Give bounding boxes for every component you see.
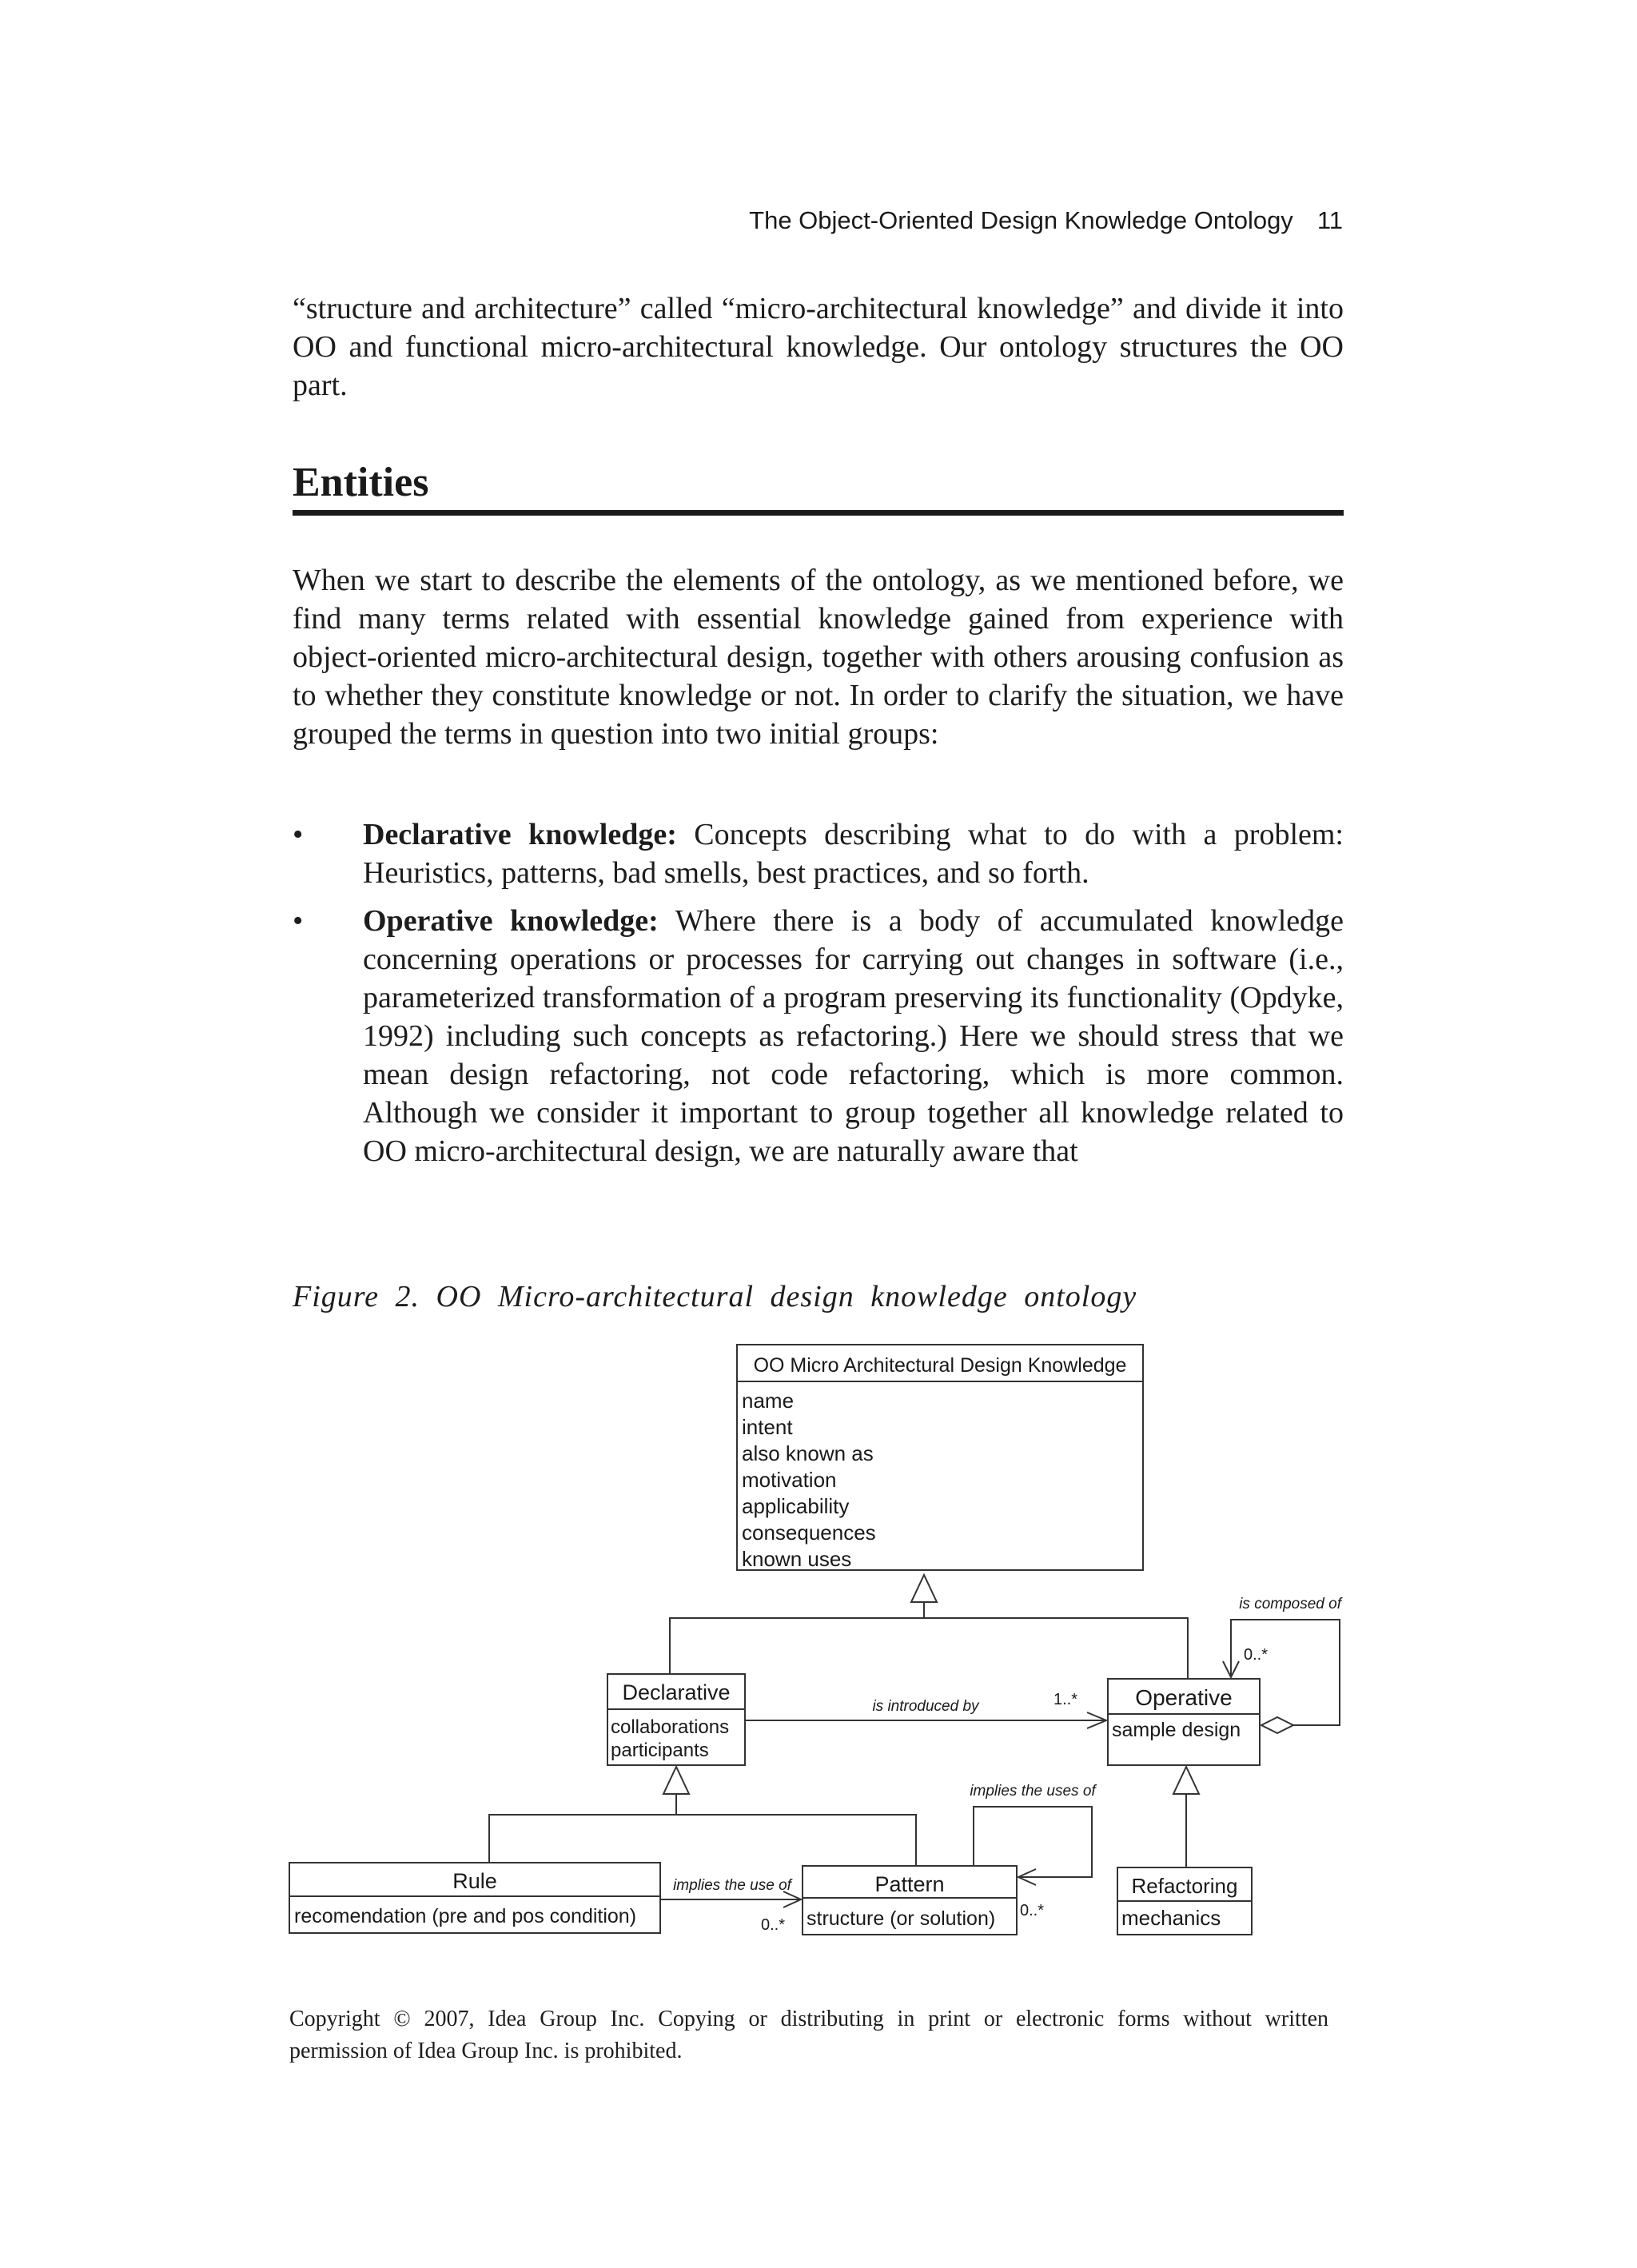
mult-rule-pattern: 0..* <box>761 1916 786 1934</box>
generalization-root-triangle <box>911 1575 937 1602</box>
label-is-introduced-by: is introduced by <box>872 1698 979 1715</box>
bullet-icon: • <box>293 818 304 851</box>
declarative-attr: collaborations <box>611 1716 730 1738</box>
association-composed-line <box>1231 1620 1340 1725</box>
figure-caption: Figure 2. OO Micro-architectural design knowledge ontology <box>293 1280 1137 1313</box>
generalization-declarative-edge <box>489 1815 916 1866</box>
mult-introduced: 1..* <box>1053 1691 1078 1708</box>
refactoring-class-title: Refactoring <box>1131 1874 1238 1898</box>
root-attr: consequences <box>742 1521 876 1545</box>
label-implies-the-use-of: implies the use of <box>673 1877 791 1894</box>
rule-attr: recomendation (pre and pos condition) <box>294 1905 637 1927</box>
mult-composed: 0..* <box>1244 1646 1269 1664</box>
root-attr: motivation <box>742 1468 837 1492</box>
generalization-declarative-triangle <box>663 1767 689 1794</box>
generalization-operative-triangle <box>1173 1767 1199 1794</box>
copyright-line-1: Copyright © 2007, Idea Group Inc. Copying or distributing in print or electronic forms without written <box>289 2007 1328 2031</box>
bullet-text: Where there is a body of accumulated knowledge concerning operations or processes for carrying out changes in software (i.e., parameterized transformation of a program preserving its functionality (Opdyke, 1992) including such concepts as refactoring.) Here we should stress that we mean design refactoring, not code refactoring, which is more common. Although we consider it important to group together all knowledge related to OO micro-architectural design, we are naturally aware that <box>363 904 1344 1168</box>
copyright-line-2: permission of Idea Group Inc. is prohibited. <box>289 2039 683 2063</box>
section-heading: Entities <box>293 460 429 505</box>
root-attr: known uses <box>742 1547 852 1571</box>
pattern-attr: structure (or solution) <box>807 1907 996 1930</box>
bullet-term: Declarative knowledge: <box>363 818 677 851</box>
bullet-icon: • <box>293 904 304 938</box>
generalization-root-edge <box>670 1618 1188 1679</box>
intro-paragraph: “structure and architecture” called “micro-architectural knowledge” and divide it into OO and functional micro-architectural knowledge. Our ontology structures the OO part. <box>293 292 1344 402</box>
aggregation-diamond-icon <box>1261 1717 1293 1733</box>
operative-attr: sample design <box>1112 1719 1241 1741</box>
root-attr: intent <box>742 1415 793 1439</box>
mult-pattern-self: 0..* <box>1020 1902 1045 1919</box>
root-class-title: OO Micro Architectural Design Knowledge <box>753 1354 1127 1377</box>
pattern-class-title: Pattern <box>874 1872 945 1896</box>
bullet-term: Operative knowledge: <box>363 904 659 938</box>
body-paragraph: When we start to describe the elements of the ontology, as we mentioned before, we find many terms related with essential knowledge gained from experience with object-oriented micro-architectural design, together with others arousing confusion as to whether they constitute knowledge or not. In order to clarify the situation, we have grouped the terms in question into two initial groups: <box>293 564 1344 751</box>
operative-class-title: Operative <box>1135 1685 1233 1710</box>
root-attr: name <box>742 1389 795 1413</box>
copyright-footer <box>289 2003 1328 2067</box>
root-attr: also known as <box>742 1441 874 1465</box>
declarative-class-title: Declarative <box>622 1680 731 1704</box>
label-implies-the-uses-of: implies the uses of <box>970 1783 1096 1800</box>
bullet-text: Concepts describing what to do with a problem: Heuristics, patterns, bad smells, best practices, and so forth. <box>363 818 1344 890</box>
page-number: 11 <box>1316 206 1343 234</box>
label-is-composed-of: is composed of <box>1239 1596 1341 1612</box>
root-attr: applicability <box>742 1494 850 1518</box>
declarative-attr: participants <box>611 1740 709 1761</box>
running-title: The Object-Oriented Design Knowledge Ontology <box>749 206 1293 234</box>
rule-class-title: Rule <box>452 1869 497 1893</box>
refactoring-attr: mechanics <box>1121 1906 1221 1930</box>
